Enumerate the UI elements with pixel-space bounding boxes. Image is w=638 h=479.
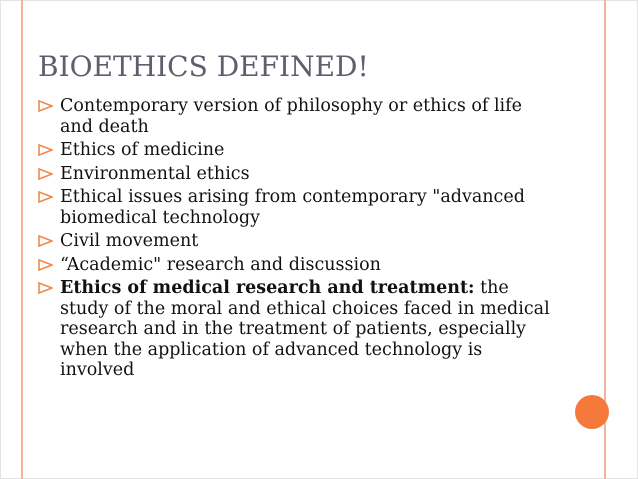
hollow-arrowhead-icon [38,235,53,247]
bullet-bold-lead: Ethics of medical research and treatment: [60,278,475,298]
list-item [38,278,558,381]
bullet-text: Contemporary version of philosophy or ethics of life and death [60,96,522,137]
bullet-text: “Academic" research and discussion [60,254,381,275]
list-item [38,96,558,137]
bullet-text: Civil movement [60,231,199,251]
list-item [38,231,558,252]
list-item [38,164,558,185]
hollow-arrowhead-icon [38,144,53,156]
hollow-arrowhead-icon [38,282,53,294]
bullet-text: Ethical issues arising from contemporary "advanced biomedical technology [60,187,525,228]
bullet-text: the study of the moral and ethical choices faced in medical research and in the treatment of patients, especially when the application of advanced technology is involved [60,278,550,380]
slide-title: BIOETHICS DEFINED! [38,50,369,83]
bullet-text: Environmental ethics [60,163,250,184]
list-item [38,255,558,276]
hollow-arrowhead-icon [38,168,53,180]
bullet-text: Ethics of medicine [60,140,225,160]
bullet-list [38,96,558,384]
hollow-arrowhead-icon [38,259,53,271]
list-item [38,187,558,228]
list-item [38,140,558,161]
decorative-circle [575,395,609,429]
hollow-arrowhead-icon [38,100,53,112]
hollow-arrowhead-icon [38,191,53,203]
left-decorative-line [21,0,23,479]
